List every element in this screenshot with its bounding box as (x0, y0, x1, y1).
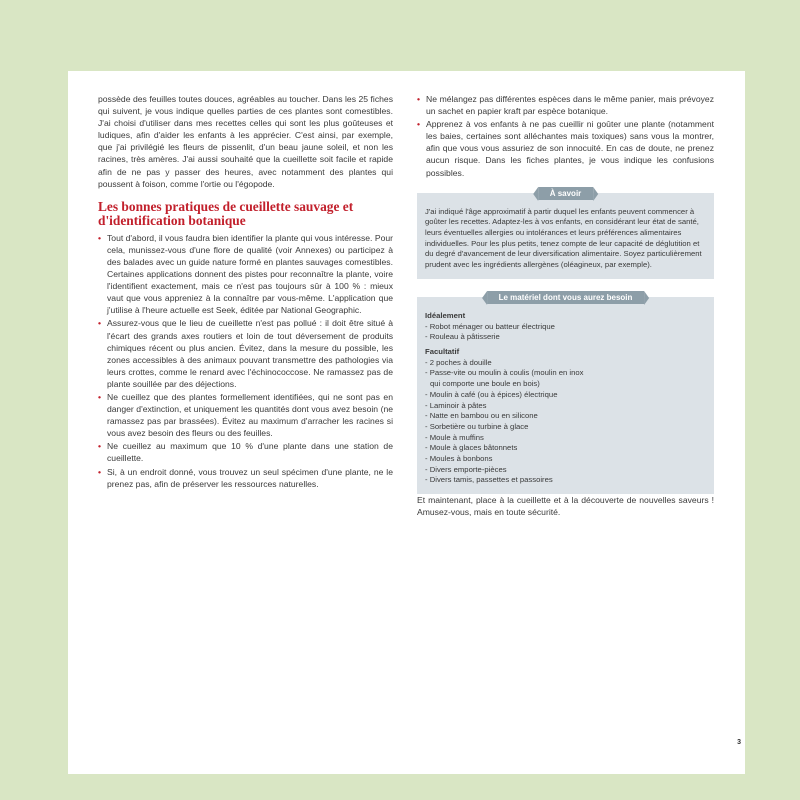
list-item: - Moulin à café (ou à épices) électrique (425, 389, 558, 399)
intro-paragraph: possède des feuilles toutes douces, agréables au toucher. Dans les 25 fiches qui suivent, je vous indique quelles parties de ces plantes sont comestibles. J'ai choisi d'utiliser dans mes recettes celles qui sont les plus goûteuses et ludiques, afin d'aider les enfants à les apprécier. C'est ainsi, par exemple, que j'ai privilégié les fleurs de pissenlit, d'un beau jaune soleil, et non les racines, très amères. J'ai aussi souhaité que la cueillette soit facile et rapide afin de ne pas y passer des heures, avec notamment des plantes qui poussent à foison, comme l'ortie ou l'égopode. (98, 94, 393, 189)
list-item: • Ne cueillez que des plantes formellement identifiées, qui ne sont pas en danger d'extinction, et uniquement les quantités dont vous avez besoin (ne ramassez pas par brassées). Évitez au maximum d'arracher les racines si vous avez besoin des fleurs ou des feuilles. (98, 391, 393, 439)
list-item: - Natte en bambou ou en silicone (425, 411, 538, 421)
left-column (98, 93, 393, 491)
list-item: - Passe-vite ou moulin à coulis (moulin en inox (425, 368, 584, 378)
optional-list (425, 358, 706, 486)
practices-list (98, 232, 393, 490)
right-column (417, 93, 714, 518)
list-item: - Moule à glaces bâtonnets (425, 443, 518, 453)
list-item: - Rouleau à pâtisserie (425, 332, 500, 342)
a-savoir-box (417, 188, 714, 279)
list-item: • Tout d'abord, il vous faudra bien identifier la plante qui vous intéresse. Pour cela, munissez-vous d'une flore de qualité (voir Annexes) ou participez à des balades avec un guide nature formé en plantes sauvages comestibles. Certaines applications donnent des pistes pour reconnaître la plante, voire l'identifient exactement, mais ce n'est pas toujours sûr à 100 % : mieux vaut que vous appreniez à la connaître par vous-même. L'application que j'utilise à l'heure actuelle est Seek, éditée par National Geographic. (98, 232, 393, 316)
list-item: - 2 poches à douille (425, 357, 492, 367)
list-item: - Moules à bonbons (425, 454, 493, 464)
list-item: • Ne cueillez au maximum que 10 % d'une plante dans une station de cueillette. (98, 441, 393, 464)
list-item: • Si, à un endroit donné, vous trouvez un seul spécimen d'une plante, ne le prenez pas, afin de préserver les ressources naturelles. (98, 466, 393, 489)
ideal-list (425, 322, 706, 343)
list-item: • Ne mélangez pas différentes espèces dans le même panier, mais prévoyez un sachet en papier kraft par espèce botanique. (417, 94, 714, 117)
optional-heading: Facultatif (425, 346, 460, 356)
a-savoir-title: À savoir (538, 187, 594, 200)
practices-list-continued (417, 93, 714, 179)
list-item: - Moule à muffins (425, 432, 484, 442)
list-item: - Divers tamis, passettes et passoires (425, 475, 553, 485)
closing-paragraph: Et maintenant, place à la cueillette et à la découverte de nouvelles saveurs ! Amusez-vous, mais en toute sécurité. (417, 495, 714, 518)
a-savoir-text: J'ai indiqué l'âge approximatif à partir duquel les enfants peuvent commencer à goûter les recettes. Adaptez-les à vos enfants, en considérant leur état de santé, leurs éventuelles allergies ou intolérances et leurs préférences alimentaires individuelles. Pour les plus petits, tenez compte de leur capacité de déglutition et du degré d'avancement de leur diversification alimentaire. Soyez particulièrement prudent avec les ingrédients allergènes (oléagineux, par exemple). (425, 206, 702, 270)
list-item: • Assurez-vous que le lieu de cueillette n'est pas pollué : il doit être situé à l'écart des grands axes routiers et loin de tout déversement de produits chimiques récent ou plus ancien. Évitez, dans la mesure du possible, les zones accessibles à des animaux pouvant transmettre des pathologies via leurs crottes, comme le renard avec l'échinococcose. Ne ramassez pas de plante souillée par des déjections. (98, 318, 393, 389)
list-item: - Robot ménager ou batteur électrique (425, 321, 555, 331)
list-item: • Apprenez à vos enfants à ne pas cueillir ni goûter une plante (notamment les baies, certaines sont alléchantes mais toxiques) sans vous la montrer, afin que vous vous assuriez de son innocuité. En cas de doute, ne prenez aucun risque. Dans les fiches plantes, je vous indique les confusions possibles. (417, 119, 714, 178)
ideal-heading: Idéalement (425, 310, 466, 320)
list-item: - Laminoir à pâtes (425, 400, 487, 410)
section-heading: Les bonnes pratiques de cueillette sauvage et d'identification botanique (98, 198, 354, 228)
materiel-title: Le matériel dont vous aurez besoin (487, 291, 645, 304)
list-item: qui comporte une boule en bois) (430, 379, 540, 389)
list-item: - Divers emporte-pièces (425, 464, 507, 474)
materiel-box (417, 292, 714, 494)
book-page (68, 71, 745, 774)
list-item: - Sorbetière ou turbine à glace (425, 421, 529, 431)
page-number: 3 (737, 739, 741, 746)
